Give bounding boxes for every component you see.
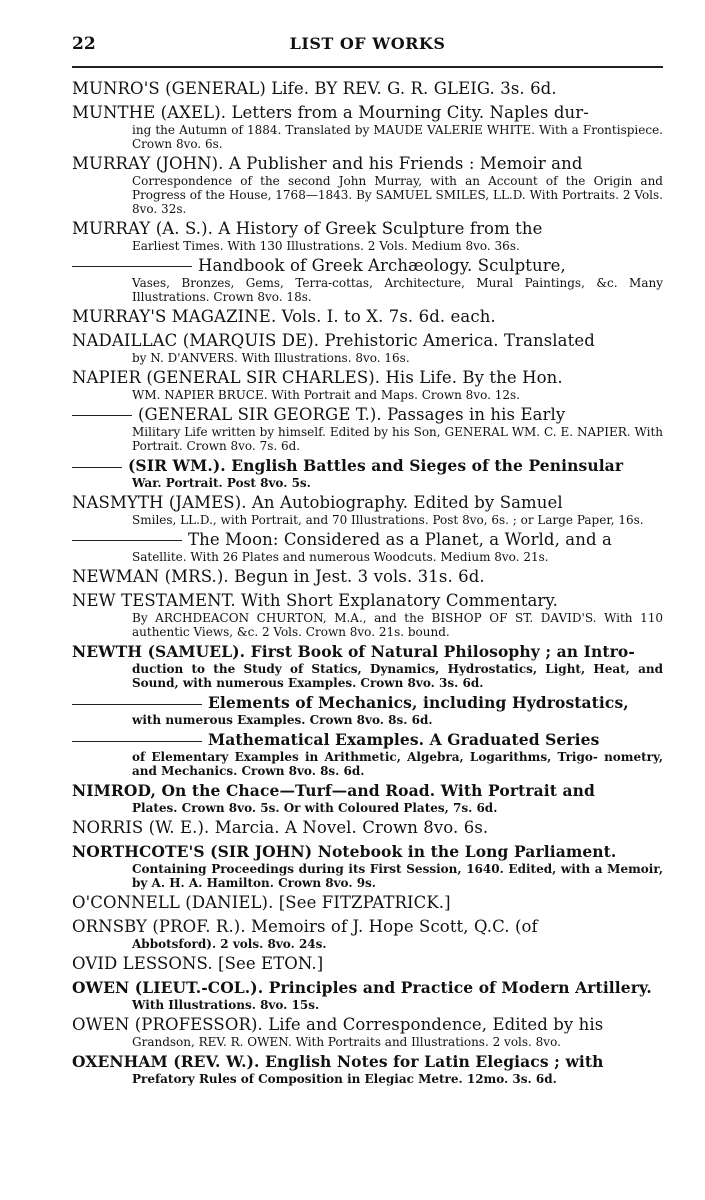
entry-new-testament	[72, 590, 663, 639]
entry-ornsby	[72, 916, 663, 951]
entry-title: NIMROD, On the Chace—Turf—and Road. With Portrait and	[72, 781, 595, 800]
entry-ovid	[72, 953, 663, 975]
entry-title: OVID LESSONS. [See ETON.]	[72, 954, 324, 973]
entry-details: Containing Proceedings during its First Session, 1640. Edited, with a Memoir, by A. H. A. Hamilton. Crown 8vo. 9s.	[132, 862, 663, 890]
entry-title: (SIR WM.). English Battles and Sieges of the Peninsular	[128, 456, 624, 475]
entry-murray-as	[72, 218, 663, 253]
entry-details: Grandson, REV. R. OWEN. With Portraits and Illustrations. 2 vols. 8vo.	[132, 1035, 561, 1049]
entry-nadaillac	[72, 330, 663, 365]
entry-munro	[72, 78, 663, 100]
entry-owen-professor	[72, 1014, 663, 1049]
entry-details: by N. D'ANVERS. With Illustrations. 8vo. 16s.	[132, 351, 410, 365]
entry-details: of Elementary Examples in Arithmetic, Algebra, Logarithms, Trigo- nometry, and Mechanics. Crown 8vo. 8s. 6d.	[132, 750, 663, 778]
running-title: LIST OF WORKS	[289, 34, 446, 53]
entry-title: MUNRO'S (GENERAL) Life. BY REV. G. R. GLEIG. 3s. 6d.	[72, 79, 557, 98]
entry-murray-john	[72, 153, 663, 216]
entry-napier-charles	[72, 367, 663, 402]
entry-details: Earliest Times. With 130 Illustrations. 2 Vols. Medium 8vo. 36s.	[132, 239, 520, 253]
entry-details: With Illustrations. 8vo. 15s.	[132, 998, 320, 1012]
entry-napier-wm	[72, 455, 663, 490]
entry-munthe	[72, 102, 663, 151]
ditto-dash	[72, 266, 192, 267]
entry-nasmyth	[72, 492, 663, 527]
ditto-dash	[72, 415, 132, 416]
entry-details: Prefatory Rules of Composition in Elegiac Metre. 12mo. 3s. 6d.	[132, 1072, 557, 1086]
entry-nimrod	[72, 780, 663, 815]
ditto-dash	[72, 704, 202, 705]
entry-title: NEWMAN (MRS.). Begun in Jest. 3 vols. 31s. 6d.	[72, 567, 485, 586]
entry-title: (GENERAL SIR GEORGE T.). Passages in his Early	[138, 405, 566, 424]
ditto-dash	[72, 467, 122, 468]
entry-title: OWEN (PROFESSOR). Life and Correspondence, Edited by his	[72, 1015, 604, 1034]
entry-title: NAPIER (GENERAL SIR CHARLES). His Life. By the Hon.	[72, 368, 563, 387]
entry-murray-handbook	[72, 255, 663, 304]
entry-owen-lieut	[72, 977, 663, 1012]
entry-title: NEW TESTAMENT. With Short Explanatory Commentary.	[72, 591, 558, 610]
entry-title: MURRAY (JOHN). A Publisher and his Friends : Memoir and	[72, 154, 583, 173]
entry-murrays-magazine	[72, 306, 663, 328]
entry-title: OXENHAM (REV. W.). English Notes for Latin Elegiacs ; with	[72, 1052, 604, 1071]
entry-newman	[72, 566, 663, 588]
entry-details: Military Life written by himself. Edited by his Son, GENERAL WM. C. E. NAPIER. With Portrait. Crown 8vo. 7s. 6d.	[132, 425, 663, 453]
entry-title: Elements of Mechanics, including Hydrostatics,	[208, 693, 629, 712]
works-list	[72, 78, 663, 1086]
ditto-dash	[72, 741, 202, 742]
entry-details: Abbotsford). 2 vols. 8vo. 24s.	[132, 937, 327, 951]
entry-details: duction to the Study of Statics, Dynamics, Hydrostatics, Light, Heat, and Sound, with numerous Examples. Crown 8vo. 3s. 6d.	[132, 662, 663, 690]
entry-title: Handbook of Greek Archæology. Sculpture,	[198, 256, 566, 275]
entry-title: MURRAY'S MAGAZINE. Vols. I. to X. 7s. 6d. each.	[72, 307, 496, 326]
entry-details: Plates. Crown 8vo. 5s. Or with Coloured Plates, 7s. 6d.	[132, 801, 498, 815]
entry-details: War. Portrait. Post 8vo. 5s.	[132, 476, 311, 490]
page-header	[72, 26, 663, 60]
entry-details: Smiles, LL.D., with Portrait, and 70 Illustrations. Post 8vo, 6s. ; or Large Paper, 16s.	[132, 513, 644, 527]
header-rule	[72, 66, 663, 68]
entry-title: NORTHCOTE'S (SIR JOHN) Notebook in the Long Parliament.	[72, 842, 617, 861]
ditto-dash	[72, 540, 182, 541]
entry-title: Mathematical Examples. A Graduated Series	[208, 730, 600, 749]
entry-newth	[72, 641, 663, 690]
entry-oxenham	[72, 1051, 663, 1086]
entry-title: NEWTH (SAMUEL). First Book of Natural Philosophy ; an Intro-	[72, 642, 635, 661]
entry-title: MURRAY (A. S.). A History of Greek Sculpture from the	[72, 219, 543, 238]
entry-title: NORRIS (W. E.). Marcia. A Novel. Crown 8vo. 6s.	[72, 818, 489, 837]
entry-details: Satellite. With 26 Plates and numerous Woodcuts. Medium 8vo. 21s.	[132, 550, 549, 564]
page-number: 22	[72, 34, 96, 54]
entry-details: Correspondence of the second John Murray, with an Account of the Origin and Progress of the House, 1768—1843. By SAMUEL SMILES, LL.D. With Portraits. 2 Vols. 8vo. 32s.	[132, 174, 663, 216]
entry-details: By ARCHDEACON CHURTON, M.A., and the BISHOP OF ST. DAVID'S. With 110 authentic Views, &c. 2 Vols. Crown 8vo. 21s. bound.	[132, 611, 663, 639]
entry-title: NADAILLAC (MARQUIS DE). Prehistoric America. Translated	[72, 331, 595, 350]
entry-newth-mechanics	[72, 692, 663, 727]
entry-details: Vases, Bronzes, Gems, Terra-cottas, Architecture, Mural Paintings, &c. Many Illustrations. Crown 8vo. 18s.	[132, 276, 663, 304]
entry-title: OWEN (LIEUT.-COL.). Principles and Practice of Modern Artillery.	[72, 978, 652, 997]
entry-northcote	[72, 841, 663, 890]
entry-newth-examples	[72, 729, 663, 778]
entry-nasmyth-moon	[72, 529, 663, 564]
entry-title: NASMYTH (JAMES). An Autobiography. Edited by Samuel	[72, 493, 563, 512]
entry-details: with numerous Examples. Crown 8vo. 8s. 6d.	[132, 713, 433, 727]
entry-napier-george	[72, 404, 663, 453]
entry-details: WM. NAPIER BRUCE. With Portrait and Maps. Crown 8vo. 12s.	[132, 388, 520, 402]
entry-title: The Moon: Considered as a Planet, a World, and a	[188, 530, 612, 549]
entry-title: O'CONNELL (DANIEL). [See FITZPATRICK.]	[72, 893, 451, 912]
entry-oconnell	[72, 892, 663, 914]
entry-details: ing the Autumn of 1884. Translated by MAUDE VALERIE WHITE. With a Frontispiece. Crown 8vo. 6s.	[132, 123, 663, 151]
entry-title: ORNSBY (PROF. R.). Memoirs of J. Hope Scott, Q.C. (of	[72, 917, 538, 936]
entry-norris	[72, 817, 663, 839]
entry-title: MUNTHE (AXEL). Letters from a Mourning City. Naples dur-	[72, 103, 589, 122]
